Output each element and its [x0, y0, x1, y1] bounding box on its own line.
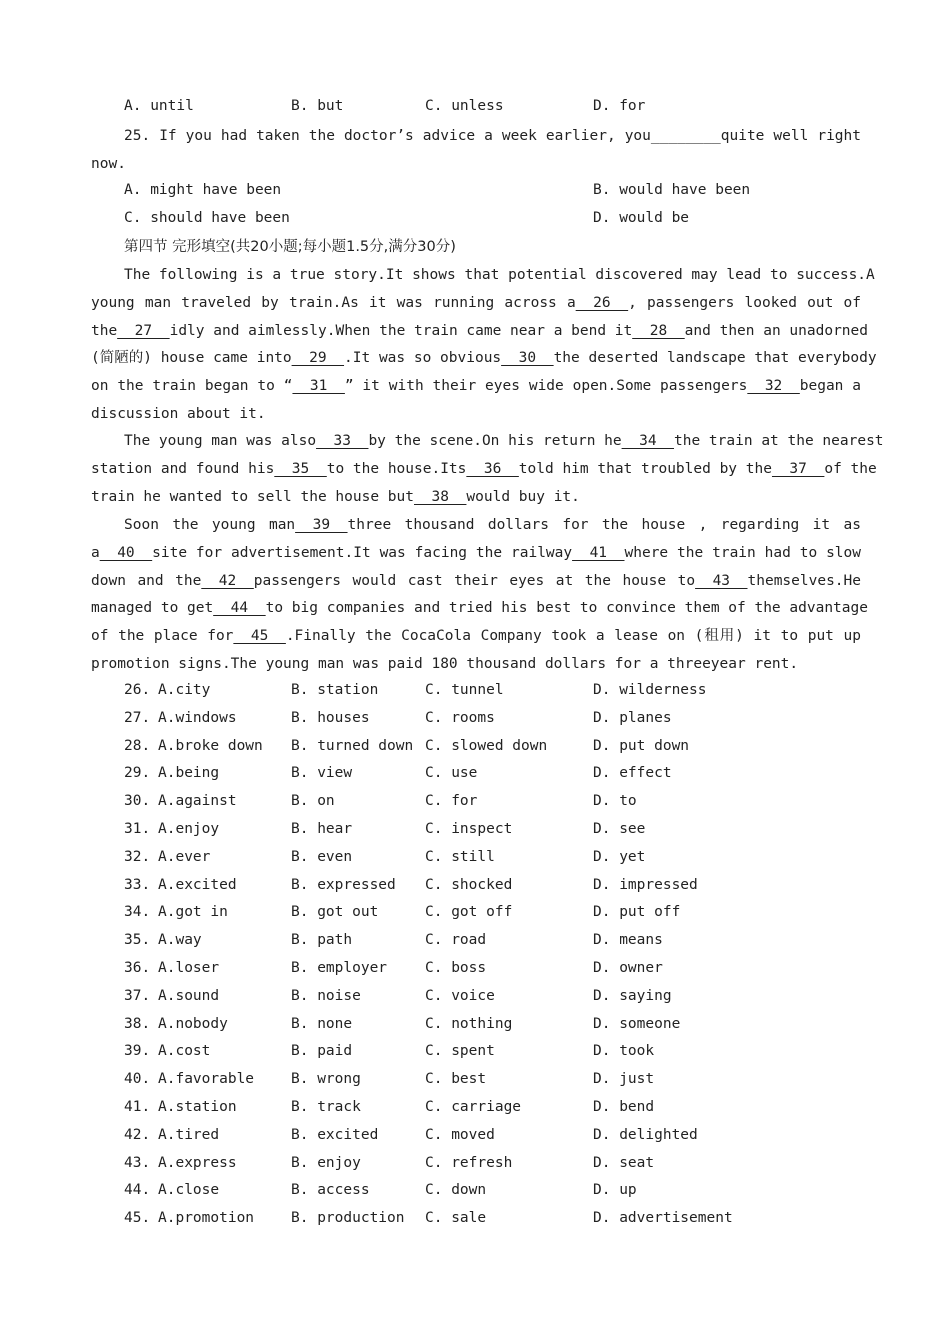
- passage-text: of the place for: [91, 628, 234, 645]
- question-number: 28.: [124, 737, 151, 754]
- option-b: B. hear: [291, 821, 353, 837]
- blank: __44__: [213, 600, 266, 617]
- passage-text: site for advertisement.It was facing the railway: [152, 544, 573, 561]
- blank: __36__: [466, 460, 519, 477]
- option-b: B. none: [291, 1015, 353, 1032]
- option-d: D. delighted: [593, 1126, 698, 1143]
- option-a: A.being: [158, 765, 220, 782]
- q25-stem-text: 25. If you had taken the doctor’s advice a week earlier, you: [124, 128, 651, 144]
- question-number: 43.: [124, 1154, 151, 1171]
- passage-text: and then an unadorned: [684, 322, 868, 339]
- option-d: D. effect: [593, 765, 672, 782]
- q25-stem: [124, 126, 861, 146]
- option-a: A.station: [158, 1099, 237, 1115]
- passage-line: [124, 265, 875, 285]
- blank: __43__: [695, 572, 748, 589]
- q24-option-b: B. but: [291, 98, 344, 114]
- option-a: A.against: [158, 793, 237, 810]
- option-b: B. expressed: [291, 876, 396, 893]
- question-number: 32.: [124, 848, 151, 865]
- passage-line: [91, 626, 861, 646]
- passage-text: told him that troubled by the: [518, 460, 772, 477]
- passage-text: ” it with their eyes wide open.Some passengers: [344, 378, 748, 395]
- question-number: 35.: [124, 932, 151, 949]
- option-b: B. houses: [291, 709, 370, 726]
- blank: __29__: [291, 350, 345, 367]
- question-number: 38.: [124, 1015, 151, 1032]
- option-b: B. paid: [291, 1043, 353, 1060]
- q25-option-a: A. might have been: [124, 182, 282, 198]
- passage-text: a: [91, 544, 100, 561]
- option-a: A.ever: [158, 848, 211, 865]
- blank: __28__: [632, 322, 685, 339]
- passage-line: [91, 487, 861, 507]
- passage-line: [91, 654, 861, 674]
- option-a: A.enjoy: [158, 821, 220, 837]
- blank: __42__: [201, 572, 254, 589]
- passage-text: the: [91, 322, 118, 339]
- q25-option-d: D. would be: [593, 210, 690, 226]
- blank: __39__: [295, 517, 348, 533]
- option-c: C. best: [425, 1071, 487, 1088]
- question-number: 34.: [124, 904, 151, 921]
- passage-line: [91, 348, 877, 368]
- q24-option-c: C. unless: [425, 98, 504, 114]
- option-d: D. wilderness: [593, 682, 707, 698]
- question-number: 37.: [124, 987, 151, 1004]
- passage-text: , passengers looked out of: [628, 294, 861, 311]
- option-d: D. yet: [593, 848, 646, 865]
- option-c: C. carriage: [425, 1099, 522, 1115]
- passage-text: Soon the young man: [124, 517, 296, 533]
- option-b: B. view: [291, 765, 353, 782]
- option-a: A.close: [158, 1182, 220, 1199]
- passage-text: to big companies and tried his best to convince them of the advantage: [265, 600, 868, 617]
- option-d: D. see: [593, 821, 646, 837]
- passage-text: by the scene.On his return he: [368, 433, 622, 449]
- question-number: 30.: [124, 793, 151, 810]
- blank: __26__: [575, 294, 629, 311]
- blank: __33__: [316, 433, 369, 449]
- question-number: 29.: [124, 765, 151, 782]
- option-d: D. seat: [593, 1154, 655, 1171]
- option-a: A.city: [158, 682, 211, 698]
- passage-text: managed to get: [91, 600, 214, 617]
- blank: __32__: [747, 378, 800, 395]
- passage-text: began a: [799, 378, 861, 395]
- question-number: 26.: [124, 682, 151, 698]
- option-b: B. even: [291, 848, 353, 865]
- option-a: A.tired: [158, 1126, 220, 1143]
- passage-text: promotion signs.The young man was paid 180 thousand dollars for a threeyear rent.: [91, 656, 799, 672]
- option-b: B. enjoy: [291, 1154, 361, 1171]
- passage-text: three thousand dollars for the house , regarding it as: [347, 517, 861, 533]
- q25-stem-cont: now.: [91, 156, 126, 172]
- passage-text: discussion about it.: [91, 406, 266, 422]
- option-c: C. refresh: [425, 1154, 513, 1171]
- blank: __30__: [501, 350, 554, 367]
- option-a: A.way: [158, 932, 202, 949]
- option-b: B. wrong: [291, 1071, 361, 1088]
- blank: __37__: [771, 460, 825, 477]
- option-c: C. sale: [425, 1210, 487, 1227]
- blank: __45__: [233, 628, 286, 645]
- passage-text: the train at the nearest: [674, 433, 884, 449]
- passage-text: station and found his: [91, 460, 275, 477]
- blank: __35__: [274, 460, 327, 477]
- option-a: A.loser: [158, 960, 220, 976]
- option-a: A.excited: [158, 876, 237, 893]
- option-d: D. bend: [593, 1099, 655, 1115]
- option-c: C. moved: [425, 1126, 495, 1143]
- option-b: B. employer: [291, 960, 388, 976]
- question-number: 27.: [124, 709, 151, 726]
- passage-text: where the train had to slow: [624, 544, 861, 561]
- q25-stem-text-end: quite well right: [720, 128, 861, 144]
- passage-text: train he wanted to sell the house but: [91, 488, 415, 505]
- option-c: C. tunnel: [425, 682, 504, 698]
- option-c: C. road: [425, 932, 487, 949]
- passage-text: passengers would cast their eyes at the house to: [253, 572, 696, 589]
- option-c: C. for: [425, 793, 478, 810]
- q24-option-d: D. for: [593, 98, 646, 114]
- passage-line: [91, 543, 861, 563]
- passage-text: The following is a true story.It shows that potential discovered may lead to success.A: [124, 267, 875, 283]
- q25-blank: ________: [650, 128, 721, 144]
- blank: __41__: [572, 544, 625, 561]
- option-b: B. path: [291, 932, 353, 949]
- option-a: A.windows: [158, 709, 237, 726]
- option-c: C. rooms: [425, 709, 495, 726]
- passage-text: down and the: [91, 572, 202, 589]
- option-d: D. owner: [593, 960, 663, 976]
- option-b: B. turned down: [291, 737, 414, 754]
- option-d: D. planes: [593, 709, 672, 726]
- q25-option-b: B. would have been: [593, 182, 751, 198]
- question-number: 42.: [124, 1126, 151, 1143]
- option-b: B. access: [291, 1182, 370, 1199]
- option-b: B. station: [291, 682, 379, 698]
- passage-text: the deserted landscape that everybody: [553, 350, 877, 367]
- option-d: D. means: [593, 932, 663, 949]
- option-c: C. use: [425, 765, 478, 782]
- question-number: 33.: [124, 876, 151, 893]
- option-d: D. impressed: [593, 876, 698, 893]
- blank: __40__: [99, 544, 153, 561]
- question-number: 36.: [124, 960, 151, 976]
- passage-text: to the house.Its: [326, 460, 467, 477]
- option-c: C. down: [425, 1182, 487, 1199]
- option-d: D. to: [593, 793, 637, 810]
- passage-line: [91, 293, 861, 313]
- option-a: A.got in: [158, 904, 228, 921]
- option-b: B. got out: [291, 904, 379, 921]
- option-d: D. advertisement: [593, 1210, 733, 1227]
- option-d: D. saying: [593, 987, 672, 1004]
- option-a: A.express: [158, 1154, 237, 1171]
- passage-text: .Finally the CocaCola Company took a lease on (租用) it to put up: [285, 628, 861, 645]
- passage-text: would buy it.: [466, 488, 580, 505]
- option-b: B. track: [291, 1099, 361, 1115]
- option-a: A.sound: [158, 987, 220, 1004]
- passage-line: [91, 571, 861, 591]
- option-b: B. noise: [291, 987, 361, 1004]
- passage-line: [124, 515, 861, 535]
- passage-text: The young man was also: [124, 433, 317, 449]
- passage-text: .It was so obvious: [344, 350, 502, 367]
- passage-text: young man traveled by train.As it was running across a: [91, 294, 576, 311]
- q25-option-c: C. should have been: [124, 210, 290, 226]
- question-number: 44.: [124, 1182, 151, 1199]
- question-number: 39.: [124, 1043, 151, 1060]
- section-title: 第四节 完形填空(共20小题;每小题1.5分,满分30分): [124, 239, 456, 255]
- option-c: C. slowed down: [425, 737, 548, 754]
- blank: __27__: [117, 322, 170, 339]
- q24-option-a: A. until: [124, 98, 194, 114]
- passage-line: [91, 404, 861, 424]
- passage-text: of the: [824, 460, 877, 477]
- passage-text: idly and aimlessly.When the train came near a bend it: [169, 322, 633, 339]
- question-number: 40.: [124, 1071, 151, 1088]
- option-d: D. put off: [593, 904, 681, 921]
- option-d: D. up: [593, 1182, 637, 1199]
- passage-line: [91, 321, 868, 341]
- option-a: A.cost: [158, 1043, 211, 1060]
- option-a: A.broke down: [158, 737, 263, 754]
- option-c: C. got off: [425, 904, 513, 921]
- option-c: C. voice: [425, 987, 495, 1004]
- option-c: C. inspect: [425, 821, 513, 837]
- option-b: B. production: [291, 1210, 405, 1227]
- option-c: C. spent: [425, 1043, 495, 1060]
- option-d: D. took: [593, 1043, 655, 1060]
- passage-text: themselves.He: [747, 572, 861, 589]
- option-d: D. just: [593, 1071, 655, 1088]
- option-b: B. on: [291, 793, 335, 810]
- passage-text: (简陋的) house came into: [91, 350, 292, 367]
- option-d: D. someone: [593, 1015, 681, 1032]
- question-number: 41.: [124, 1099, 151, 1115]
- blank: __31__: [292, 378, 345, 395]
- option-c: C. nothing: [425, 1015, 513, 1032]
- blank: __34__: [621, 433, 675, 449]
- passage-line: [91, 376, 861, 396]
- question-number: 45.: [124, 1210, 151, 1227]
- option-a: A.nobody: [158, 1015, 228, 1032]
- passage-line: [91, 598, 868, 618]
- option-c: C. still: [425, 848, 495, 865]
- option-a: A.favorable: [158, 1071, 255, 1088]
- question-number: 31.: [124, 821, 151, 837]
- option-c: C. shocked: [425, 876, 513, 893]
- option-b: B. excited: [291, 1126, 379, 1143]
- option-a: A.promotion: [158, 1210, 255, 1227]
- option-c: C. boss: [425, 960, 487, 976]
- blank: __38__: [414, 488, 467, 505]
- passage-line: [124, 431, 884, 451]
- passage-line: [91, 459, 877, 479]
- option-d: D. put down: [593, 737, 690, 754]
- passage-text: on the train began to “: [91, 378, 293, 395]
